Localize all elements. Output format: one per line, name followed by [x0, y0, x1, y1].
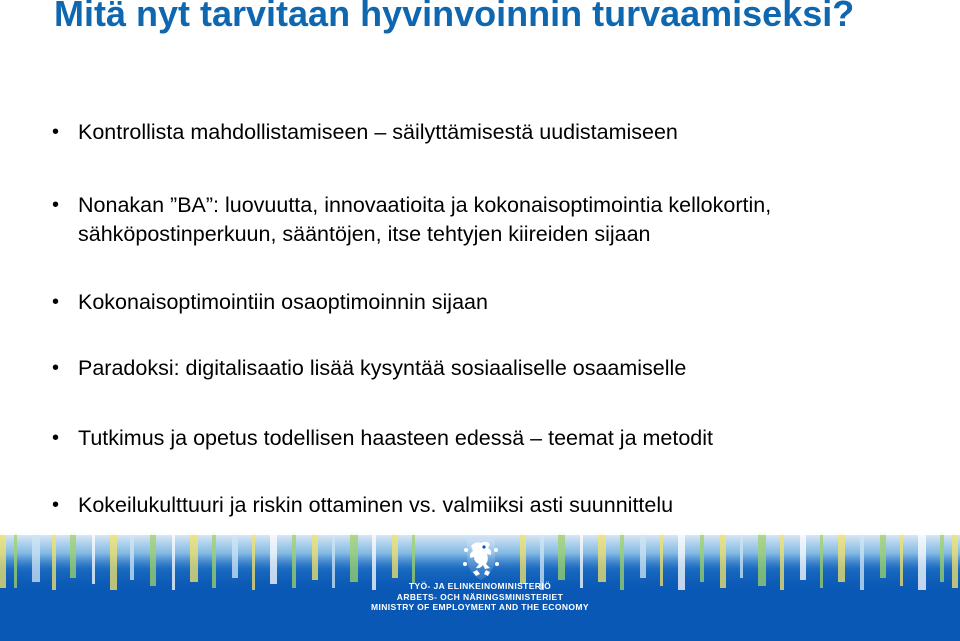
- ministry-name-sv: ARBETS- OCH NÄRINGSMINISTERIET: [396, 591, 564, 602]
- bullet-dot: •: [52, 194, 60, 216]
- bullet-text: Kontrollista mahdollistamiseen – säilyttämisestä uudistamiseen: [78, 120, 678, 144]
- bullet-item: [52, 288, 932, 317]
- bullet-item: [52, 424, 932, 453]
- bullet-dot: •: [52, 427, 60, 449]
- bullet-dot: •: [52, 494, 60, 516]
- ministry-name-en: MINISTRY OF EMPLOYMENT AND THE ECONOMY: [371, 602, 589, 612]
- bullet-text: Tutkimus ja opetus todellisen haasteen edessä – teemat ja metodit: [78, 426, 714, 450]
- footer-banner: [0, 532, 960, 641]
- finnish-lion-crest-icon: [453, 536, 509, 582]
- bullet-item: [52, 191, 932, 249]
- bullet-dot: •: [52, 357, 60, 379]
- bullet-text: Nonakan ”BA”: luovuutta, innovaatioita ja kokonaisoptimointia kellokortin, sähköpostinperkuun, sääntöjen, itse tehtyjen kiireiden sijaan: [78, 193, 772, 246]
- ministry-name-fi: TYÖ- JA ELINKEINOMINISTERIÖ: [408, 581, 552, 591]
- bullet-item: [52, 354, 932, 383]
- bullet-text: Paradoksi: digitalisaatio lisää kysyntää sosiaaliselle osaamiselle: [78, 356, 687, 380]
- bullet-dot: •: [52, 291, 60, 313]
- bullet-item: [52, 491, 932, 520]
- bullet-dot: •: [52, 121, 60, 143]
- ministry-name: [330, 581, 630, 613]
- bullet-text: Kokonaisoptimointiin osaoptimoinnin sijaan: [78, 290, 488, 314]
- slide-title: Mitä nyt tarvitaan hyvinvoinnin turvaamiseksi?: [54, 0, 855, 34]
- bullet-item: [52, 118, 932, 147]
- bullet-text: Kokeilukulttuuri ja riskin ottaminen vs. valmiiksi asti suunnittelu: [78, 493, 674, 517]
